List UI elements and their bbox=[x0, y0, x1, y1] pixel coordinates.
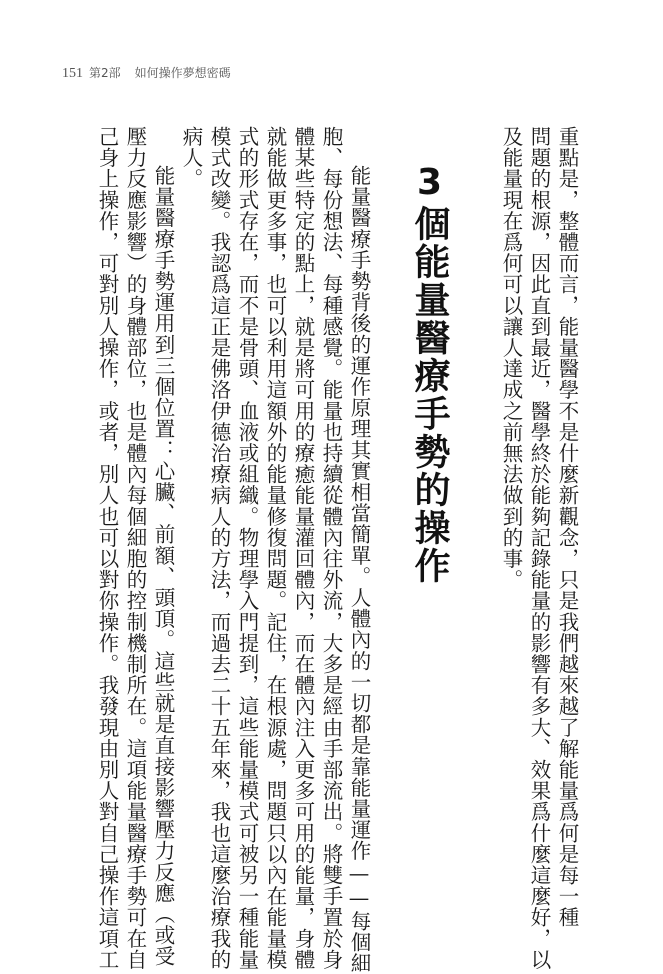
running-head bbox=[62, 64, 231, 86]
paragraph-column: 問題的根源，因此直到最近，醫學終於能夠記錄能量的影響有多大、效果爲什麼這麼好，以 bbox=[527, 126, 551, 970]
paragraph-column: 胞、每份想法、每種感覺。能量也持續從體內往外流，大多是經由手部流出。將雙手置於身 bbox=[319, 126, 343, 970]
paragraph-column: 及能量現在爲何可以讓人達成之前無法做到的事。 bbox=[499, 126, 523, 591]
book-title: 如何操作夢想密碼 bbox=[134, 66, 231, 80]
chapter-title: 3個能量醫療手勢的操作 bbox=[409, 162, 450, 585]
paragraph-column: 體某些特定的點上，就是將可用的療癒能量灌回體內，而在體內注入更多可用的能量，身體 bbox=[291, 126, 315, 970]
part-label: 第2部 bbox=[89, 66, 121, 80]
paragraph-column: 重點是，整體而言，能量醫學不是什麼新觀念，只是我們越來越了解能量爲何是每一種 bbox=[555, 126, 579, 928]
paragraph-column: 模式改變。我認爲這正是佛洛伊德治療病人的方法，而過去二十五年來，我也這麼治療我的 bbox=[207, 126, 231, 970]
paragraph-column: 壓力反應影響）的身體部位，也是體內每個細胞的控制機制所在。這項能量醫療手勢可在自 bbox=[123, 126, 147, 970]
paragraph-column: 能量醫療手勢運用到三個位置：心臟、前額、頭頂。這些就是直接影響壓力反應（或受 bbox=[151, 165, 175, 967]
paragraph-column: 病人。 bbox=[179, 126, 203, 190]
page-number: 151 bbox=[62, 66, 83, 81]
paragraph-column: 能量醫療手勢背後的運作原理其實相當簡單。人體內的一切都是靠能量運作——每個細 bbox=[347, 165, 371, 974]
paragraph-column: 己身上操作，可對別人操作，或者，別人也可以對你操作。我發現由別人對自己操作這項工 bbox=[95, 126, 119, 970]
paragraph-column: 就能做更多事，也可以利用這額外的能量修復問題。記住，在根源處，問題只以內在能量模 bbox=[263, 126, 287, 970]
paragraph-column: 式的形式存在，而不是骨頭、血液或組織。物理學入門提到，這些能量模式可被另一種能量 bbox=[235, 126, 259, 970]
